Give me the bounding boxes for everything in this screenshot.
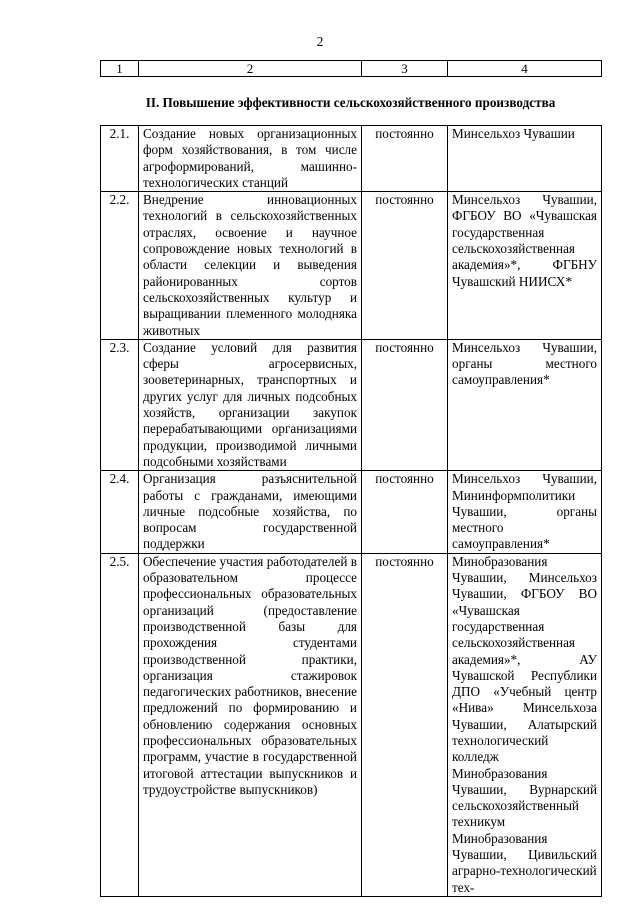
measure-text: Создание условий для развития сферы агросервисных, зооветеринарных, транспортных и других услуг для личных подсобных хозяйств, организации закупок перерабатывающими организациями продукции, производимой личными подсобными хозяйствами (139, 339, 362, 470)
row-number: 2.4. (101, 471, 139, 553)
executors-text: Минсельхоз Чувашии, ФГБОУ ВО «Чувашская государственная сельскохозяйственная академия»*, ФГБНУ Чувашский НИИСХ* (448, 192, 602, 340)
column-header-4: 4 (448, 61, 602, 77)
measure-text: Создание новых организационных форм хозяйствования, в том числе агроформирований, машинно-технологических станций (139, 126, 362, 192)
table-row (101, 339, 602, 470)
row-number: 2.1. (101, 126, 139, 192)
table-row (101, 471, 602, 553)
section-title: II. Повышение эффективности сельскохозяйственного производства (145, 95, 556, 110)
measure-text: Организация разъяснительной работы с гражданами, имеющими личные подсобные хозяйства, по вопросам государственной поддержки (139, 471, 362, 553)
table-row (101, 553, 602, 896)
frequency-text: постоянно (362, 553, 448, 896)
executors-text: Минсельхоз Чувашии, Мининформполитики Чувашии, органы местного самоуправления* (448, 471, 602, 553)
frequency-text: постоянно (362, 126, 448, 192)
page-number: 2 (316, 34, 324, 49)
frequency-text: постоянно (362, 471, 448, 553)
row-number: 2.2. (101, 192, 139, 340)
frequency-text: постоянно (362, 339, 448, 470)
column-header-3: 3 (362, 61, 448, 77)
measure-text: Внедрение инновационных технологий в сельскохозяйственных отраслях, освоение и научное сопровождение новых технологий в области селекции и выведения районированных сортов сельскохозяйственных культур и выращивании племенного молодняка животных (139, 192, 362, 340)
frequency-text: постоянно (362, 192, 448, 340)
row-number: 2.3. (101, 339, 139, 470)
column-header-table (100, 60, 602, 77)
measure-text: Обеспечение участия работодателей в образовательном процессе профессиональных образовательных организаций (предоставление производственной базы для прохождения студентами производственной практики, организация стажировок педагогических работников, внесение предложений по формированию и обновлению содержания основных профессиональных образовательных программ, участие в государственной итоговой аттестации выпускников и трудоустройстве выпускников) (139, 553, 362, 896)
row-number: 2.5. (101, 553, 139, 896)
table-row (101, 192, 602, 340)
executors-text: Минобразования Чувашии, Минсельхоз Чувашии, ФГБОУ ВО «Чувашская государственная сельскохозяйственная академия»*, АУ Чувашской Республики ДПО «Учебный центр «Нива» Минсельхоза Чувашии, Алатырский технологический колледж Минобразования Чувашии, Вурнарский сельскохозяйственный техникум Минобразования Чувашии, Цивильский аграрно-технологический тех- (448, 553, 602, 896)
measures-table (100, 125, 602, 897)
executors-text: Минсельхоз Чувашии, органы местного самоуправления* (448, 339, 602, 470)
executors-text: Минсельхоз Чувашии (448, 126, 602, 192)
column-header-row (101, 61, 602, 77)
table-row (101, 126, 602, 192)
column-header-1: 1 (101, 61, 139, 77)
column-header-2: 2 (139, 61, 362, 77)
